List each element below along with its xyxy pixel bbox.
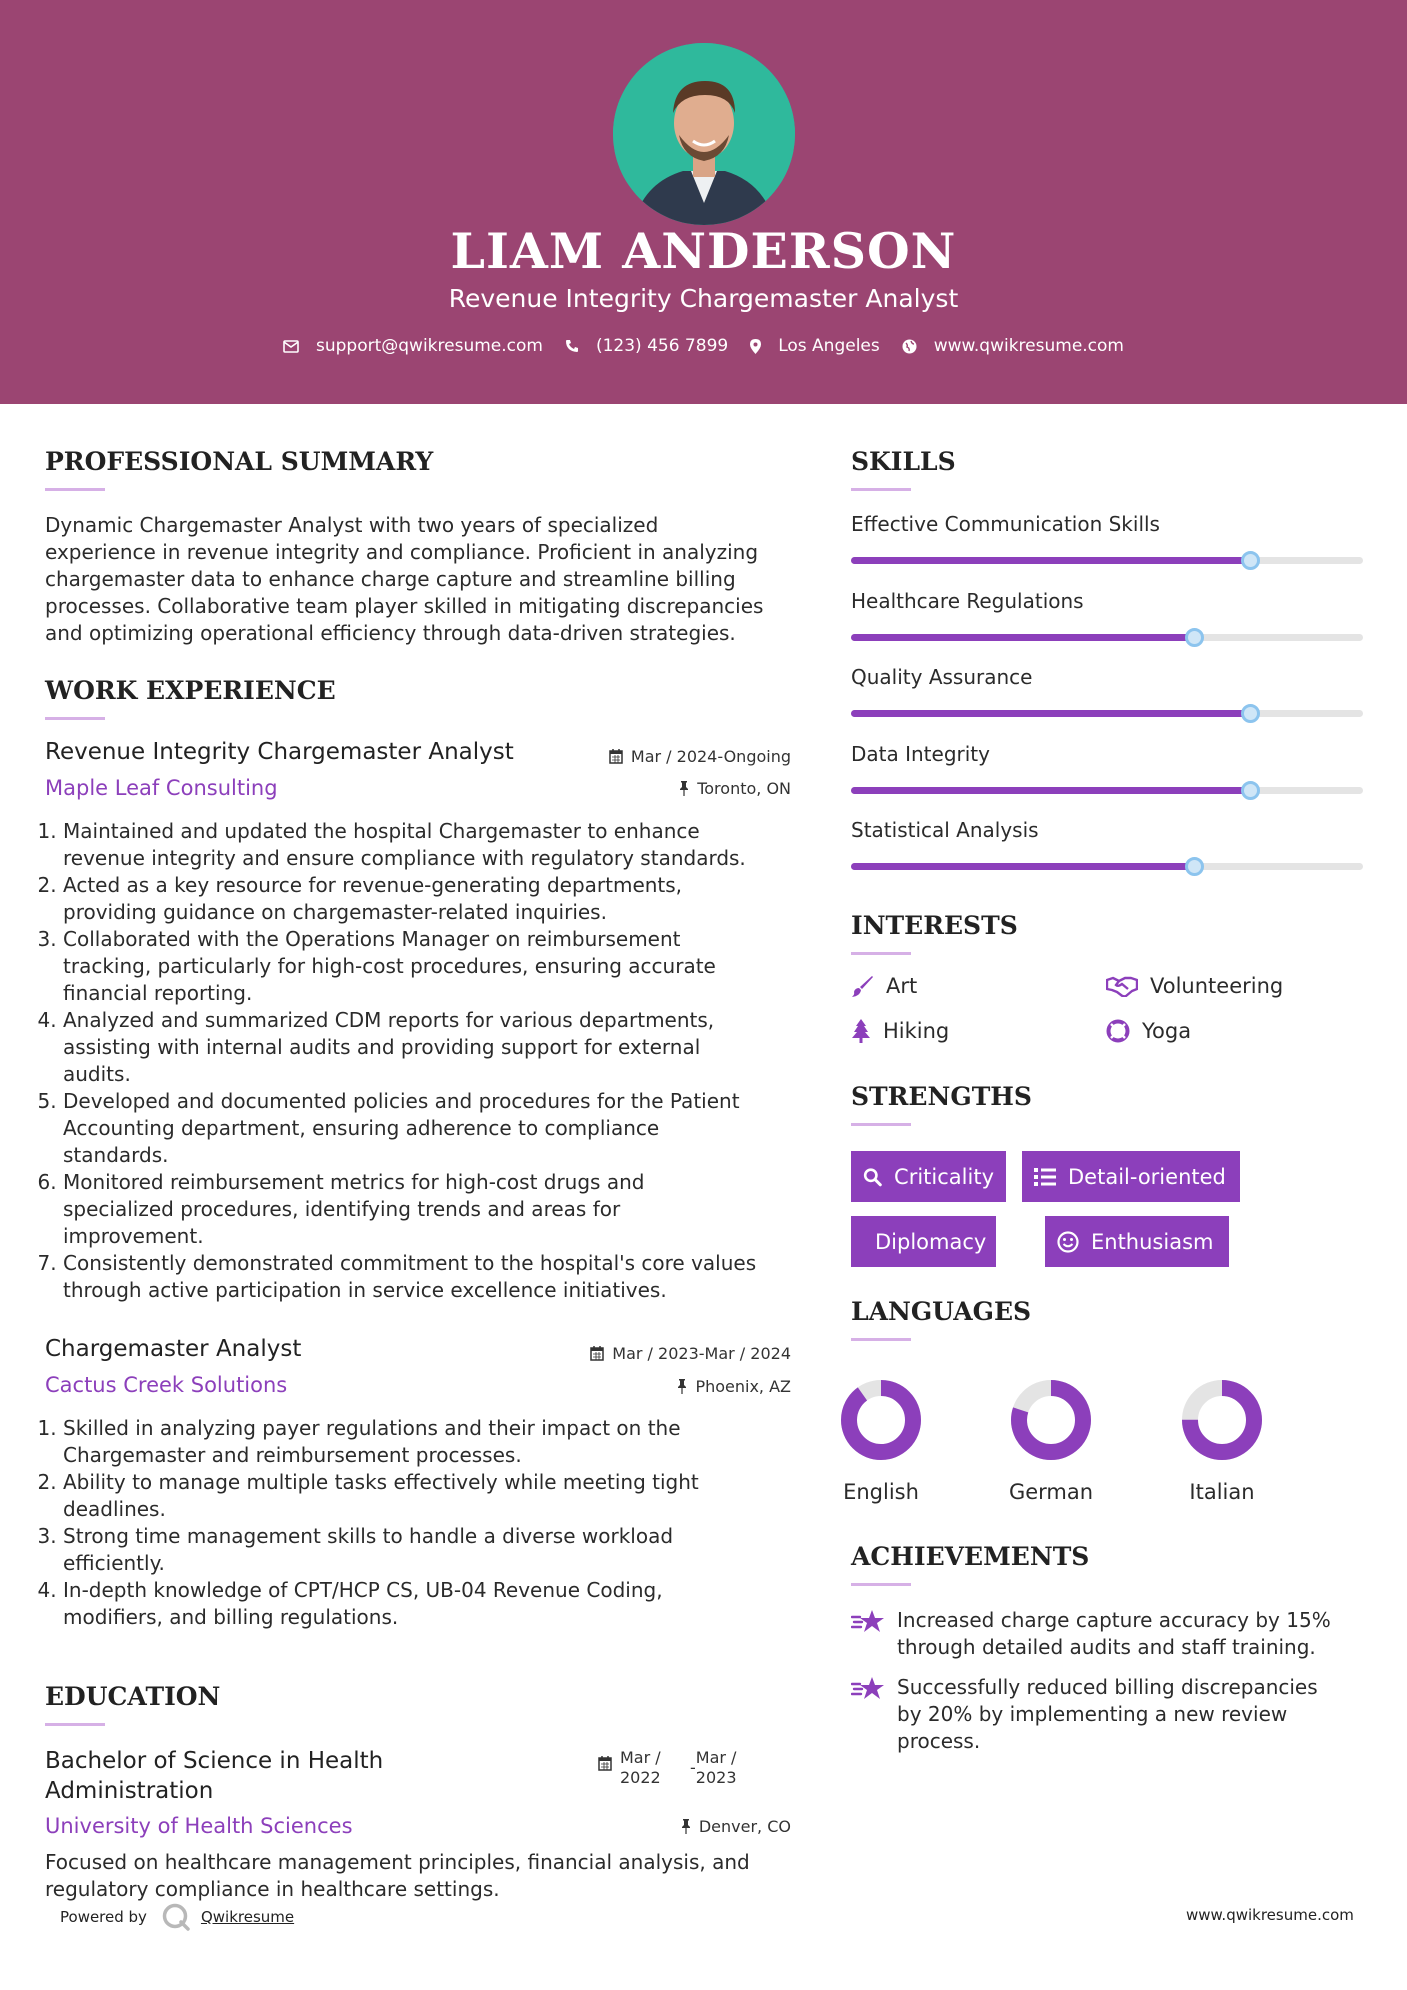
education-start: [620, 1748, 690, 1788]
job-dates-text: Mar / 2023-Mar / 2024: [612, 1344, 791, 1363]
candidate-role: Revenue Integrity Chargemaster Analyst: [448, 284, 959, 313]
education-desc-line: regulatory compliance in healthcare settings.: [45, 1877, 500, 1901]
education-description: [45, 1849, 825, 1903]
achievement-text: [897, 1674, 1318, 1755]
job-location: [600, 1377, 791, 1396]
language-donut: [1007, 1376, 1095, 1464]
skill-bar-fill: [851, 787, 1250, 794]
strength-label: Detail-oriented: [1068, 1164, 1226, 1189]
language-label: German: [1008, 1480, 1094, 1504]
phone-icon: [565, 339, 579, 353]
contact-email-text: support@qwikresume.com: [316, 336, 543, 356]
handshake-icon: [1106, 975, 1138, 997]
search-icon: [863, 1166, 882, 1188]
degree-line: Administration: [45, 1778, 214, 1804]
achievement-line: Successfully reduced billing discrepancies: [897, 1675, 1318, 1699]
achievements-underline: [851, 1583, 911, 1586]
contact-bar: [0, 336, 1407, 356]
skills-heading: SKILLS: [851, 447, 956, 476]
summary-line: experience in revenue integrity and compliance. Proficient in analyzing: [45, 540, 759, 564]
experience-underline: [45, 717, 105, 720]
education-dash: -: [690, 1758, 696, 1777]
date-part: Mar /: [620, 1748, 661, 1767]
skill-bar-track: [851, 557, 1363, 564]
list-item: [63, 1169, 823, 1250]
interest-volunteering: [1106, 974, 1283, 998]
job-bullets: [43, 1415, 823, 1631]
education-desc-line: Focused on healthcare management principles, financial analysis, and: [45, 1850, 750, 1874]
skill-slider-knob[interactable]: [1185, 857, 1204, 876]
skill-label: Effective Communication Skills: [851, 512, 1160, 536]
contact-phone-text: (123) 456 7899: [595, 336, 729, 356]
strengths-underline: [851, 1123, 911, 1126]
shooting-star-icon: [851, 1676, 885, 1702]
achievement-item: [851, 1674, 1351, 1755]
bullet-line: 3. Collaborated with the Operations Manager on reimbursement: [63, 927, 681, 951]
bullet-line: through active participation in service excellence initiatives.: [63, 1278, 667, 1302]
skill-label: Data Integrity: [851, 741, 990, 766]
list-item: [63, 926, 823, 1007]
bullet-line: modifiers, and billing regulations.: [63, 1605, 399, 1629]
skill-bar-track: [851, 710, 1363, 717]
education-location: [600, 1817, 791, 1836]
job-dates: [600, 747, 791, 766]
date-part: Mar /: [695, 1748, 737, 1767]
bullet-line: deadlines.: [63, 1497, 166, 1521]
globe-icon: [902, 339, 917, 354]
strength-label: Criticality: [894, 1164, 994, 1189]
languages-heading: LANGUAGES: [851, 1297, 1032, 1326]
summary-underline: [45, 488, 105, 491]
education-location-text: Denver, CO: [698, 1817, 791, 1836]
skill-slider-knob[interactable]: [1241, 781, 1260, 800]
bullet-line: tracking, particularly for high-cost procedures, ensuring accurate: [63, 954, 716, 978]
education-end: [696, 1748, 737, 1788]
bullet-line: financial reporting.: [63, 981, 253, 1005]
achievement-line: by 20% by implementing a new review: [897, 1702, 1288, 1726]
interest-yoga: [1106, 1019, 1191, 1043]
language-donut-fill: [849, 1388, 913, 1452]
bullet-line: 5. Developed and documented policies and procedures for the Patient: [63, 1089, 740, 1113]
strength-label: Enthusiasm: [1091, 1229, 1214, 1254]
education-underline: [45, 1723, 105, 1726]
bullet-line: efficiently.: [63, 1551, 165, 1575]
achievement-item: [851, 1607, 1351, 1661]
interest-label: Art: [886, 974, 918, 998]
strength-badge-criticality: [851, 1151, 1006, 1202]
bullet-line: standards.: [63, 1143, 169, 1167]
skill-label: Healthcare Regulations: [851, 588, 1084, 613]
date-part: 2022: [620, 1768, 661, 1787]
list-item: [63, 1523, 823, 1577]
skill-bar-track: [851, 634, 1363, 641]
language-label: English: [843, 1480, 919, 1504]
job-company[interactable]: Maple Leaf Consulting: [45, 776, 278, 800]
skill-label: Quality Assurance: [851, 665, 1033, 689]
bullet-line: providing guidance on chargemaster-related inquiries.: [63, 900, 607, 924]
achievements-heading: ACHIEVEMENTS: [851, 1542, 1090, 1571]
language-donut: [1178, 1376, 1266, 1464]
summary-line: chargemaster data to enhance charge capture and streamline billing: [45, 567, 736, 591]
skill-slider-knob[interactable]: [1185, 628, 1204, 647]
profile-photo: [613, 43, 795, 225]
contact-phone[interactable]: [565, 336, 728, 356]
interest-label: Volunteering: [1150, 974, 1284, 998]
achievement-line: through detailed audits and staff training.: [897, 1635, 1316, 1659]
degree-title: [45, 1746, 383, 1806]
calendar-icon: [590, 1346, 604, 1361]
skill-slider-knob[interactable]: [1241, 551, 1260, 570]
language-donut: [837, 1376, 925, 1464]
bullet-line: 4. Analyzed and summarized CDM reports for various departments,: [63, 1008, 715, 1032]
strengths-heading: STRENGTHS: [851, 1082, 1032, 1111]
map-marker-icon: [750, 339, 761, 354]
contact-location-text: Los Angeles: [778, 336, 880, 356]
skill-bar-fill: [851, 634, 1194, 641]
bullet-line: 1. Maintained and updated the hospital Chargemaster to enhance: [63, 819, 700, 843]
list-item: [63, 872, 823, 926]
contact-email[interactable]: [283, 336, 543, 356]
candidate-name: LIAM ANDERSON: [450, 222, 957, 280]
degree-line: Bachelor of Science in Health: [45, 1748, 384, 1774]
bullet-line: 4. In-depth knowledge of CPT/HCP CS, UB-04 Revenue Coding,: [63, 1578, 663, 1602]
date-part: 2023: [695, 1768, 737, 1787]
job-title: Chargemaster Analyst: [45, 1336, 302, 1362]
job-bullets: [43, 818, 823, 1304]
bullet-line: audits.: [63, 1062, 131, 1086]
languages-underline: [851, 1338, 911, 1341]
job-dates-text: Mar / 2024-Ongoing: [630, 747, 791, 766]
calendar-icon: [598, 1756, 612, 1771]
bullet-line: improvement.: [63, 1224, 204, 1248]
bullet-line: 2. Acted as a key resource for revenue-generating departments,: [63, 873, 683, 897]
pushpin-icon: [679, 781, 689, 796]
skill-bar-track: [851, 863, 1363, 870]
smile-icon: [1057, 1231, 1079, 1253]
job-company[interactable]: Cactus Creek Solutions: [45, 1373, 288, 1397]
pushpin-icon: [681, 1819, 691, 1834]
summary-heading: PROFESSIONAL SUMMARY: [45, 447, 434, 476]
avatar-illustration: [613, 43, 795, 225]
powered-by: [60, 1902, 294, 1932]
skill-bar-fill: [851, 557, 1250, 564]
skill-bar-track: [851, 787, 1363, 794]
interest-label: Yoga: [1142, 1019, 1192, 1043]
powered-by-text: Powered by: [60, 1908, 147, 1926]
list-item: [63, 818, 823, 872]
skill-bar-fill: [851, 863, 1194, 870]
bullet-line: specialized procedures, identifying trends and areas for: [63, 1197, 621, 1221]
contact-website[interactable]: [902, 336, 1124, 356]
skills-underline: [851, 488, 911, 491]
contact-location: [750, 336, 880, 356]
summary-text: [45, 512, 805, 647]
list-icon: [1034, 1168, 1056, 1186]
summary-line: and optimizing operational efficiency through data-driven strategies.: [45, 621, 736, 645]
bullet-line: assisting with internal audits and providing support for external: [63, 1035, 701, 1059]
lifering-icon: [1106, 1019, 1130, 1043]
bullet-line: 2. Ability to manage multiple tasks effectively while meeting tight: [63, 1470, 699, 1494]
list-item: [63, 1250, 823, 1304]
bullet-line: Chargemaster and reimbursement processes.: [63, 1443, 522, 1467]
resume-header: [0, 0, 1407, 404]
list-item: [63, 1469, 823, 1523]
education-dates: [598, 1748, 737, 1788]
summary-line: Dynamic Chargemaster Analyst with two years of specialized: [45, 513, 659, 537]
interests-heading: INTERESTS: [851, 911, 1018, 940]
bullet-line: 3. Strong time management skills to handle a diverse workload: [63, 1524, 674, 1548]
skill-bar-fill: [851, 710, 1250, 717]
language-item: [991, 1370, 1111, 1510]
strength-badge-diplomacy: [851, 1216, 996, 1267]
summary-line: processes. Collaborative team player skilled in mitigating discrepancies: [45, 594, 764, 618]
education-heading: EDUCATION: [45, 1682, 221, 1711]
footer-website[interactable]: www.qwikresume.com: [1186, 1906, 1354, 1924]
achievement-line: Increased charge capture accuracy by 15%: [897, 1608, 1331, 1632]
list-item: [63, 1577, 823, 1631]
paintbrush-icon: [851, 975, 874, 998]
bullet-line: 1. Skilled in analyzing payer regulations and their impact on the: [63, 1416, 681, 1440]
shooting-star-icon: [851, 1609, 885, 1635]
skill-slider-knob[interactable]: [1241, 704, 1260, 723]
job-location-text: Toronto, ON: [697, 779, 791, 798]
strength-badge-detail-oriented: [1022, 1151, 1240, 1202]
job-dates: [560, 1344, 791, 1363]
bullet-line: 7. Consistently demonstrated commitment to the hospital's core values: [63, 1251, 757, 1275]
interest-hiking: [851, 1019, 949, 1043]
pushpin-icon: [677, 1379, 687, 1394]
school-name[interactable]: University of Health Sciences: [45, 1814, 353, 1838]
skill-label: Statistical Analysis: [851, 818, 1039, 842]
tree-icon: [851, 1019, 871, 1043]
interest-label: Hiking: [883, 1019, 950, 1043]
calendar-icon: [609, 749, 623, 764]
achievement-text: [897, 1607, 1331, 1661]
bullet-line: revenue integrity and ensure compliance with regulatory standards.: [63, 846, 746, 870]
qwikresume-logo-icon: [161, 1902, 191, 1932]
language-label: Italian: [1189, 1480, 1255, 1504]
list-item: [63, 1007, 823, 1088]
envelope-icon: [283, 340, 299, 353]
language-item: [821, 1370, 941, 1510]
language-item: [1162, 1370, 1282, 1510]
achievement-line: process.: [897, 1729, 981, 1753]
list-item: [63, 1415, 823, 1469]
qwikresume-link[interactable]: Qwikresume: [200, 1908, 295, 1926]
interest-art: [851, 974, 917, 998]
strength-badge-enthusiasm: [1045, 1216, 1229, 1267]
experience-heading: WORK EXPERIENCE: [45, 676, 336, 705]
strength-label: Diplomacy: [875, 1229, 987, 1254]
job-title: Revenue Integrity Chargemaster Analyst: [45, 739, 514, 765]
job-location: [600, 779, 791, 798]
contact-website-text: www.qwikresume.com: [933, 336, 1124, 356]
job-location-text: Phoenix, AZ: [695, 1377, 791, 1396]
bullet-line: Accounting department, ensuring adherence to compliance: [63, 1116, 660, 1140]
bullet-line: 6. Monitored reimbursement metrics for high-cost drugs and: [63, 1170, 645, 1194]
list-item: [63, 1088, 823, 1169]
interests-underline: [851, 952, 911, 955]
